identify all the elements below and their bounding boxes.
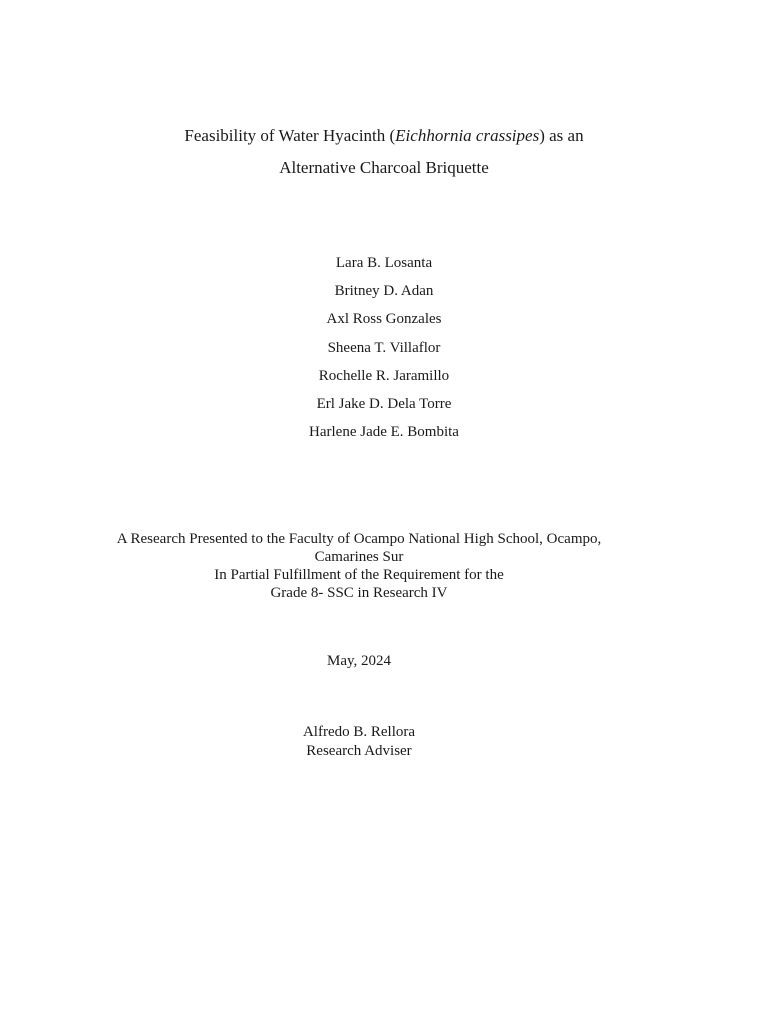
author-name: Rochelle R. Jaramillo [318, 367, 450, 384]
author-name: Sheena T. Villaflor [327, 339, 441, 356]
title-prefix: Feasibility of Water Hyacinth ( [184, 126, 396, 145]
adviser-role: Research Adviser [306, 743, 412, 759]
submission-line-3: In Partial Fulfillment of the Requirement for the [214, 567, 504, 583]
author-name: Lara B. Losanta [335, 255, 433, 271]
title-line-2: Alternative Charcoal Briquette [279, 158, 489, 177]
title-scientific-name: Eichhornia crassipes [395, 126, 540, 145]
author-list [0, 249, 768, 446]
author-name: Harlene Jade E. Bombita [309, 424, 459, 441]
submission-line-4: Grade 8- SSC in Research IV [270, 585, 448, 601]
submission-date: May, 2024 [326, 653, 392, 669]
author-name: Britney D. Adan [334, 283, 434, 300]
submission-line-2: Camarines Sur [314, 549, 404, 565]
title-suffix: ) as an [539, 126, 584, 145]
title-line-1 [0, 120, 768, 152]
adviser-name: Alfredo B. Rellora [302, 724, 416, 740]
submission-line-1: A Research Presented to the Faculty of Ocampo National High School, Ocampo, [116, 531, 602, 547]
author-name: Erl Jake D. Dela Torre [316, 396, 452, 413]
author-name: Axl Ross Gonzales [326, 311, 442, 328]
adviser-block [0, 723, 718, 761]
submission-statement [0, 530, 718, 602]
document-title [0, 120, 768, 184]
